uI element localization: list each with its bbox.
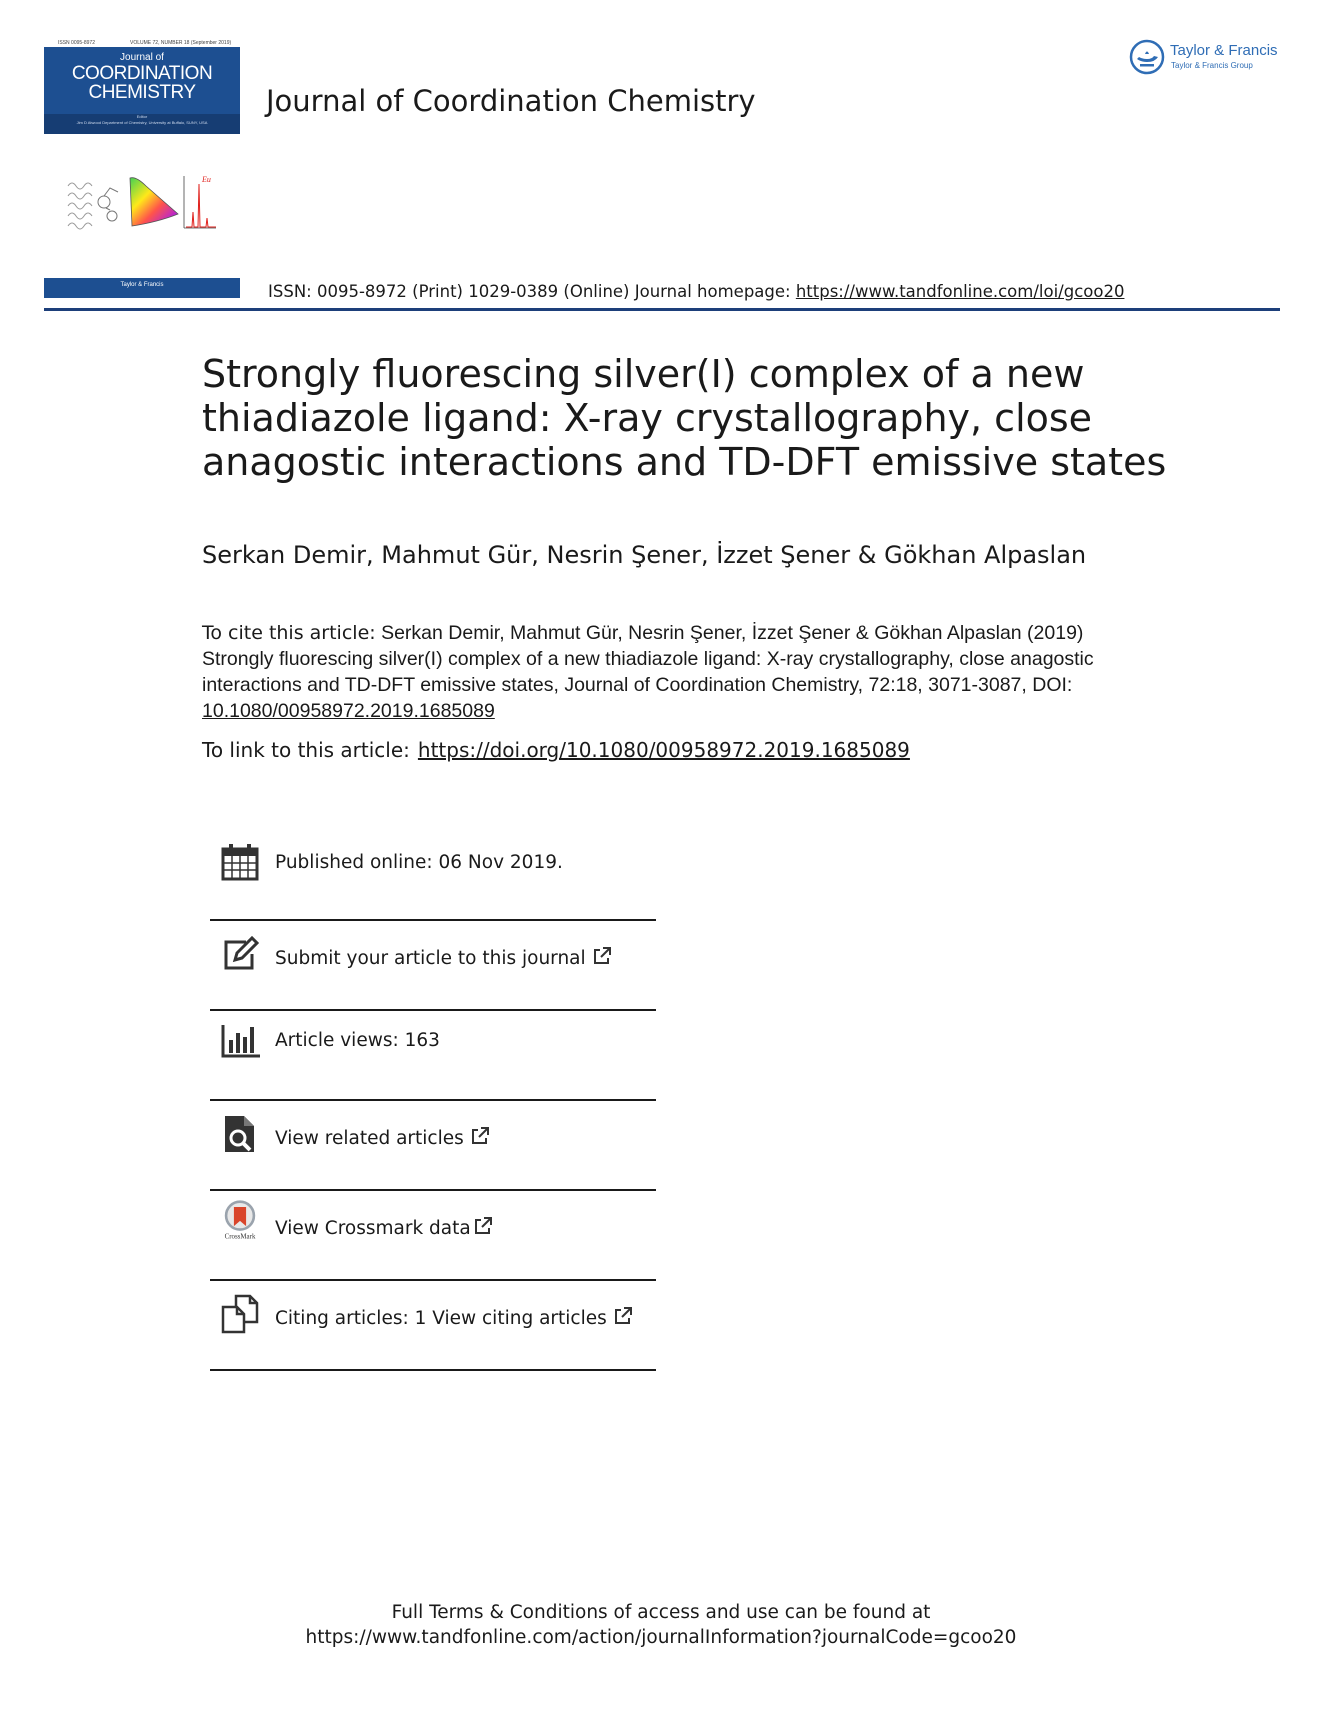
- article-views: Article views: 163: [275, 1030, 440, 1051]
- separator: [210, 1369, 656, 1371]
- publisher-bar: [44, 278, 240, 298]
- terms-line1: Full Terms & Conditions of access and use can be found at: [391, 1602, 931, 1623]
- cover-editor-text: Jim D Atwood Department of Chemistry, University at Buffalo, SUNY, USA: [76, 120, 208, 125]
- citing-row[interactable]: [210, 1282, 656, 1372]
- journal-cover-graphic: [66, 172, 218, 234]
- article-doi-link[interactable]: https://doi.org/10.1080/00958972.2019.1685089: [417, 738, 910, 762]
- cover-line1: COORDINATION: [71, 63, 213, 84]
- related-label: View related articles: [275, 1128, 464, 1149]
- external-link-icon: [470, 1126, 490, 1146]
- cover-line2: CHEMISTRY: [88, 82, 196, 103]
- terms-url[interactable]: https://www.tandfonline.com/action/journalInformation?journalCode=gcoo20: [305, 1627, 1017, 1648]
- citing-articles-icon: [220, 1294, 260, 1334]
- views-row: [210, 1012, 656, 1102]
- tf-logo-main: Taylor & Francis: [1170, 42, 1278, 59]
- submit-row[interactable]: [210, 922, 656, 1012]
- cover-top-strip: [44, 40, 240, 47]
- cover-journal-of: Journal of: [120, 52, 164, 63]
- separator: [210, 1279, 656, 1281]
- link-label: To link to this article:: [202, 738, 410, 762]
- submit-label: Submit your article to this journal: [275, 948, 586, 969]
- cover-issn: ISSN 0095-8972: [58, 40, 95, 46]
- cite-text: Serkan Demir, Mahmut Gür, Nesrin Şener, İzzet Şener & Gökhan Alpaslan (2019) Strongly fluorescing silver(I) complex of a new thiadiazole ligand: X-ray crystallography, close anagostic interactions and TD-DFT emissive states, Journal of Coordination Chemistry, 72:18, 3071-3087, DOI:: [202, 622, 1094, 696]
- submit-article-link[interactable]: [275, 946, 612, 969]
- terms-footer: [0, 1600, 1322, 1650]
- crossmark-row[interactable]: [210, 1192, 656, 1282]
- journal-homepage-link[interactable]: https://www.tandfonline.com/loi/gcoo20: [795, 282, 1125, 301]
- crossmark-label: View Crossmark data: [275, 1218, 471, 1239]
- journal-cover: [44, 40, 240, 134]
- journal-title: Journal of Coordination Chemistry: [266, 84, 756, 118]
- article-link-line: [202, 738, 910, 762]
- publisher-bar-text: Taylor & Francis: [120, 282, 164, 288]
- separator: [210, 1189, 656, 1191]
- cover-editor-label: Editor: [136, 114, 148, 119]
- related-articles-link[interactable]: [275, 1126, 490, 1149]
- tf-lamp-icon: [1128, 38, 1166, 76]
- issn-line: [268, 282, 1124, 301]
- graphic-eu-label: Eu: [202, 175, 211, 184]
- external-link-icon: [473, 1216, 493, 1236]
- crossmark-icon: [220, 1200, 260, 1240]
- external-link-icon: [613, 1306, 633, 1326]
- separator: [210, 919, 656, 921]
- header-divider: [44, 308, 1280, 311]
- issn-text: ISSN: 0095-8972 (Print) 1029-0389 (Online) Journal homepage:: [268, 282, 796, 301]
- article-info-list: [210, 834, 656, 1329]
- separator: [210, 1099, 656, 1101]
- separator: [210, 1009, 656, 1011]
- cover-volume: VOLUME 72, NUMBER 18 (September 2019): [130, 40, 232, 46]
- article-title: Strongly fluorescing silver(I) complex of a new thiadiazole ligand: X-ray crystallography, close anagostic interactions and TD-DFT emissive states: [202, 352, 1167, 484]
- tf-logo-sub: Taylor & Francis Group: [1171, 61, 1253, 70]
- published-row: [210, 834, 656, 924]
- cite-doi-link[interactable]: 10.1080/00958972.2019.1685089: [202, 700, 495, 722]
- cover-editor-block: [44, 114, 240, 134]
- publisher-logo[interactable]: [1128, 38, 1288, 78]
- bar-chart-icon: [220, 1020, 260, 1060]
- citing-label: Citing articles: 1 View citing articles: [275, 1308, 607, 1329]
- crossmark-logo-text: CrossMark: [224, 1232, 256, 1240]
- citing-articles-link[interactable]: [275, 1306, 633, 1329]
- calendar-icon: [220, 842, 260, 882]
- external-link-icon: [592, 946, 612, 966]
- crossmark-link[interactable]: [275, 1216, 493, 1239]
- related-row[interactable]: [210, 1102, 656, 1192]
- published-date: Published online: 06 Nov 2019.: [275, 852, 563, 873]
- citation-block: [202, 620, 1102, 724]
- cite-label: To cite this article:: [202, 622, 376, 644]
- edit-icon: [220, 934, 260, 974]
- document-search-icon: [220, 1114, 260, 1154]
- article-authors: Serkan Demir, Mahmut Gür, Nesrin Şener, İzzet Şener & Gökhan Alpaslan: [202, 541, 1087, 569]
